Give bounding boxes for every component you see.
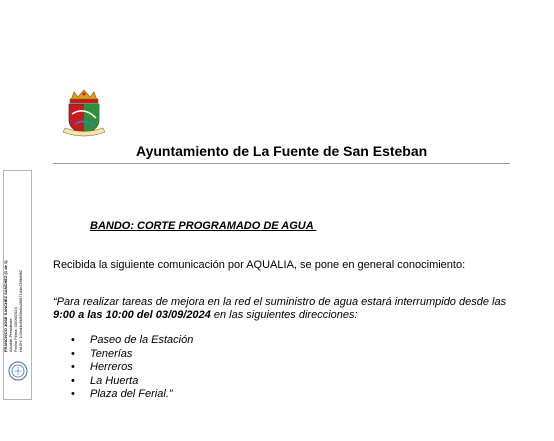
signer-name: FRANCISCO JOSE SANCHEZ SANCHEZ (1 de 1) (3, 260, 8, 352)
street-name: Tenerías (90, 347, 133, 360)
signature-text (3, 222, 23, 352)
quote-time: 9:00 a las 10:00 del 03/09/2024 (53, 309, 211, 321)
street-name: Paseo de la Estación (90, 334, 194, 346)
bullet-icon: • (71, 361, 75, 373)
signature-hash: HASH: 1c5ed4b5b898e6a4f0971d4e256b8f82 (18, 269, 23, 352)
bullet-icon: • (71, 334, 75, 346)
street-list (53, 334, 193, 402)
street-name: Plaza del Ferial.” (90, 388, 173, 400)
notice-quote (53, 296, 513, 322)
bullet-icon: • (71, 374, 75, 387)
list-item (53, 334, 193, 348)
intro-text: Recibida la siguiente comunicación por AQUALIA, se pone en general conocimiento: (53, 259, 466, 271)
bullet-icon: • (71, 388, 75, 400)
coat-of-arms-logo (57, 88, 111, 140)
seal-icon (8, 361, 28, 381)
quote-text-2: en las siguientes direcciones: (210, 309, 358, 321)
list-item (53, 388, 193, 402)
signature-date: Fecha Firma: 03/09/2024 (13, 307, 18, 352)
page-title: Ayuntamiento de La Fuente de San Esteban (136, 143, 428, 159)
list-item (53, 375, 193, 389)
header-divider (53, 163, 510, 164)
list-item (53, 348, 193, 362)
quote-text-1: “Para realizar tareas de mejora en la red el suministro de agua estará interrumpido desde las (53, 296, 507, 308)
street-name: La Huerta (90, 374, 139, 387)
signer-role: Alcalde-Presidente (8, 318, 13, 352)
street-name: Herreros (90, 361, 133, 373)
list-item (53, 361, 193, 375)
bando-heading: BANDO: CORTE PROGRAMADO DE AGUA (90, 220, 317, 232)
bullet-icon: • (71, 347, 75, 360)
